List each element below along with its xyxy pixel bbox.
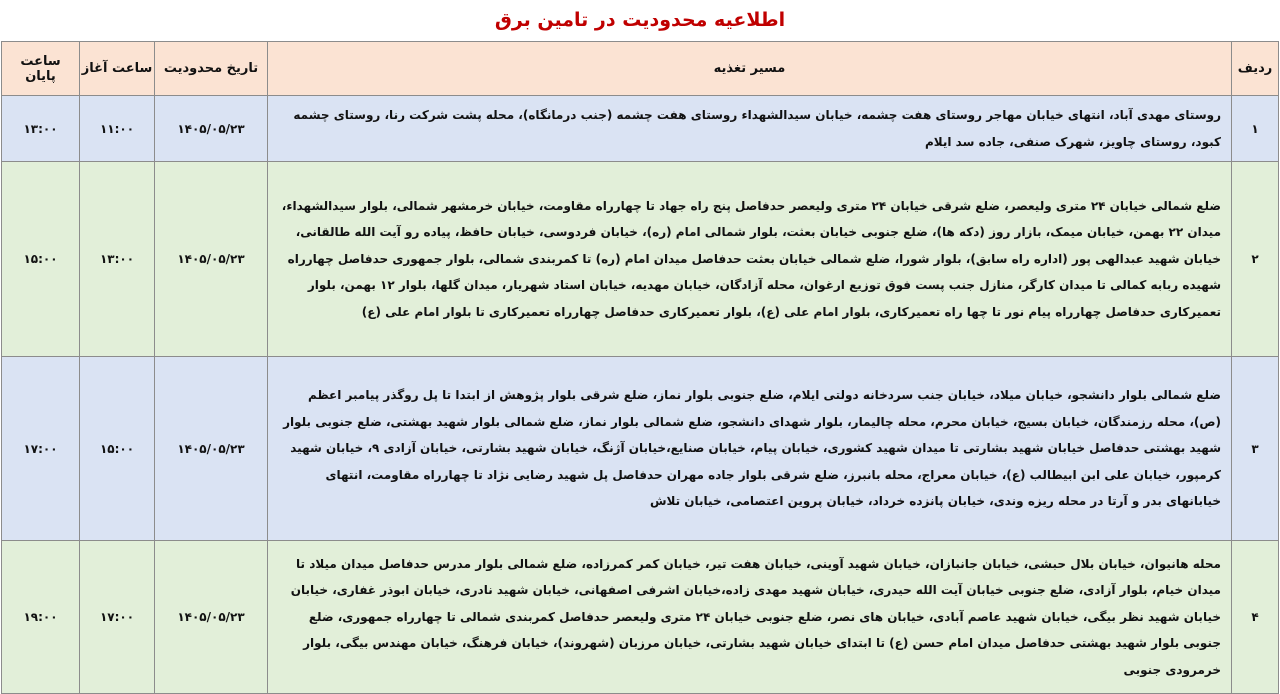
end-time-cell: ۱۹:۰۰ xyxy=(2,541,80,694)
header-route: مسیر تغذیه xyxy=(268,42,1232,96)
start-time-cell: ۱۳:۰۰ xyxy=(80,162,155,357)
date-cell: ۱۴۰۵/۰۵/۲۳ xyxy=(155,162,268,357)
start-time-cell: ۱۷:۰۰ xyxy=(80,541,155,694)
end-time-cell: ۱۳:۰۰ xyxy=(2,96,80,162)
route-cell: ضلع شمالی بلوار دانشجو، خیابان میلاد، خیابان جنب سردخانه دولتی ایلام، ضلع جنوبی بلوار نماز، ضلع شرقی بلوار پژوهش از ابتدا تا پل روگذر پیامبر اعظم (ص)، محله رزمندگان، خیابان بسیج، خیابان محرم، محله چالیمار، بلوار شهدای دانشجو، ضلع شمالی بلوار نماز، ضلع شمالی بلوار شهید بهشتی، ضلع جنوبی بلوار شهید بهشتی حدفاصل خیابان شهید بشارتی تا میدان شهید کشوری، خیابان پیام، خیابان صنایع،خیابان آژنگ، خیابان شهید بشارتی، خیابان آزادی ۹، خیابان شهید کرمپور، خیابان علی ابن ابیطالب (ع)، خیابان معراج، محله بانبرز، ضلع شرقی بلوار جاده مهران حدفاصل پل شهید رضایی نژاد تا چهارراه مقاومت، انتهای خیابانهای بدر و آرتا در محله ریزه وندی، خیابان پانزده خرداد، خیابان پروین اعتصامی، خیابان تلاش xyxy=(268,357,1232,541)
row-number: ۲ xyxy=(1232,162,1279,357)
route-cell: ضلع شمالی خیابان ۲۴ متری ولیعصر، ضلع شرقی خیابان ۲۴ متری ولیعصر حدفاصل پنج راه جهاد تا چهارراه مقاومت، خیابان خرمشهر شمالی، بلوار سیدالشهداء، میدان ۲۲ بهمن، خیابان میمک، بازار روز (دکه ها)، ضلع جنوبی خیابان بعثت، بلوار شمالی امام (ره)، خیابان فردوسی، خیابان حافظ، پیاده رو آیت الله طالقانی، خیابان شهید عبدالهی پور (اداره راه سابق)، بلوار شورا، ضلع شمالی خیابان بعثت حدفاصل میدان امام (ره) تا کمربندی شمالی، بلوار جمهوری حدفاصل چهارراه شهیده ربابه کمالی تا میدان کارگر، منازل جنب پست فوق توزیع ارغوان، محله آزادگان، خیابان مهدیه، خیابان استاد شهریار، میدان گلها، بلوار ۱۲ بهمن، بلوار تعمیرکاری حدفاصل چهارراه پیام نور تا چها راه تعمیرکاری، بلوار امام علی (ع)، بلوار تعمیرکاری حدفاصل چهارراه تعمیرکاری تا بلوار امام علی (ع) xyxy=(268,162,1232,357)
header-start-time: ساعت آغاز xyxy=(80,42,155,96)
table-row xyxy=(2,96,1279,162)
page-title: اطلاعیه محدودیت در تامین برق xyxy=(494,9,786,31)
table-row xyxy=(2,162,1279,357)
start-time-cell: ۱۱:۰۰ xyxy=(80,96,155,162)
start-time-cell: ۱۵:۰۰ xyxy=(80,357,155,541)
date-cell: ۱۴۰۵/۰۵/۲۳ xyxy=(155,96,268,162)
header-date: تاریخ محدودیت xyxy=(155,42,268,96)
table-row xyxy=(2,357,1279,541)
row-number: ۱ xyxy=(1232,96,1279,162)
date-cell: ۱۴۰۵/۰۵/۲۳ xyxy=(155,541,268,694)
row-number: ۳ xyxy=(1232,357,1279,541)
power-outage-table xyxy=(1,41,1279,694)
table-header-row xyxy=(2,42,1279,96)
header-end-time: ساعت پایان xyxy=(2,42,80,96)
table-row xyxy=(2,541,1279,694)
row-number: ۴ xyxy=(1232,541,1279,694)
route-cell: روستای مهدی آباد، انتهای خیابان مهاجر روستای هفت چشمه، خیابان سیدالشهداء روستای هفت چشمه (جنب درمانگاه)، محله پشت شرکت رنا، روستای چشمه کبود، روستای چاویز، شهرک صنفی، جاده سد ایلام xyxy=(268,96,1232,162)
date-cell: ۱۴۰۵/۰۵/۲۳ xyxy=(155,357,268,541)
header-row-no: ردیف xyxy=(1232,42,1279,96)
end-time-cell: ۱۷:۰۰ xyxy=(2,357,80,541)
route-cell: محله هانیوان، خیابان بلال حبشی، خیابان جانبازان، خیابان شهید آوینی، خیابان هفت تیر، خیابان کمر کمرزاده، ضلع شمالی بلوار مدرس حدفاصل میدان میلاد تا میدان خیام، بلوار آزادی، ضلع جنوبی خیابان آیت الله حیدری، خیابان شهید مهدی زاده،خیابان اشرفی اصفهانی، خیابان شهید نادری، خیابان ابوذر غفاری، خیابان خیابان شهید نظر بیگی، خیابان شهید عاصم آبادی، خیابان های نصر، ضلع جنوبی خیابان ۲۴ متری ولیعصر حدفاصل کمربندی شمالی تا چهارراه جمهوری، ضلع جنوبی بلوار شهید بهشتی حدفاصل میدان امام حسن (ع) تا ابتدای خیابان شهید بشارتی، خیابان مرزبان (شهروند)، خیابان فرهنگ، خیابان مهندس بیگی، بلوار خرمرودی جنوبی xyxy=(268,541,1232,694)
end-time-cell: ۱۵:۰۰ xyxy=(2,162,80,357)
